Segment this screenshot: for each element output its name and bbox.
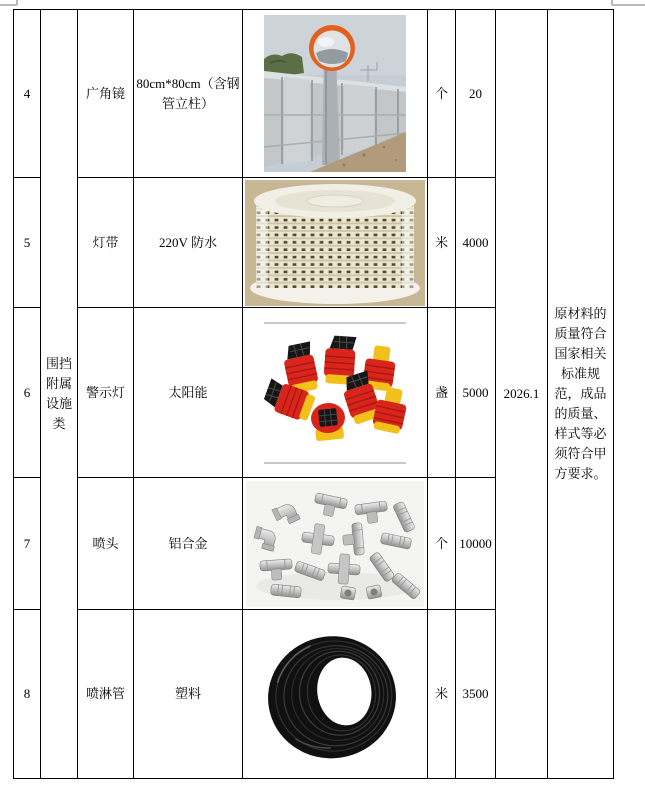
row-number-cell: 7 (14, 478, 41, 610)
quantity-cell: 5000 (456, 308, 496, 478)
category-cell: 围挡附属设施类 (41, 10, 78, 779)
quantity-cell: 10000 (456, 478, 496, 610)
item-photo-cell (243, 178, 428, 308)
item-name-cell: 灯带 (78, 178, 134, 308)
item-name-cell: 广角镜 (78, 10, 134, 178)
delivery-date-cell: 2026.1 (496, 10, 548, 779)
row-number-cell: 8 (14, 610, 41, 779)
row-number-cell: 5 (14, 178, 41, 308)
solar-warning-lights-photo (260, 314, 410, 471)
table-row (14, 10, 614, 178)
item-spec-cell: 80cm*80cm（含钢管立柱） (134, 10, 243, 178)
item-photo-cell (243, 10, 428, 178)
led-strip-reel-photo (245, 180, 425, 306)
convex-mirror-photo (264, 15, 406, 172)
quantity-cell: 4000 (456, 178, 496, 308)
item-photo-cell (243, 478, 428, 610)
page-gridline-artifact (612, 4, 645, 6)
quantity-cell: 20 (456, 10, 496, 178)
item-name-cell: 警示灯 (78, 308, 134, 478)
page-gridline-artifact (16, 0, 18, 5)
quality-notes-cell: 原材料的质量符合国家相关标准规范，成品的质量、样式等必须符合甲方要求。 (548, 10, 614, 779)
metal-fittings-photo (246, 481, 424, 607)
item-spec-cell: 塑料 (134, 610, 243, 779)
unit-cell: 米 (428, 178, 456, 308)
item-name-cell: 喷淋管 (78, 610, 134, 779)
materials-table (13, 9, 614, 779)
item-spec-cell: 铝合金 (134, 478, 243, 610)
unit-cell: 盏 (428, 308, 456, 478)
item-spec-cell: 220V 防水 (134, 178, 243, 308)
row-number-cell: 4 (14, 10, 41, 178)
item-photo-cell (243, 610, 428, 779)
item-photo-cell (243, 308, 428, 478)
page-gridline-artifact (611, 0, 613, 5)
unit-cell: 个 (428, 478, 456, 610)
page-gridline-artifact (0, 4, 17, 6)
item-spec-cell: 太阳能 (134, 308, 243, 478)
black-pipe-coil-photo (246, 613, 424, 776)
item-name-cell: 喷头 (78, 478, 134, 610)
unit-cell: 个 (428, 10, 456, 178)
unit-cell: 米 (428, 610, 456, 779)
row-number-cell: 6 (14, 308, 41, 478)
quantity-cell: 3500 (456, 610, 496, 779)
